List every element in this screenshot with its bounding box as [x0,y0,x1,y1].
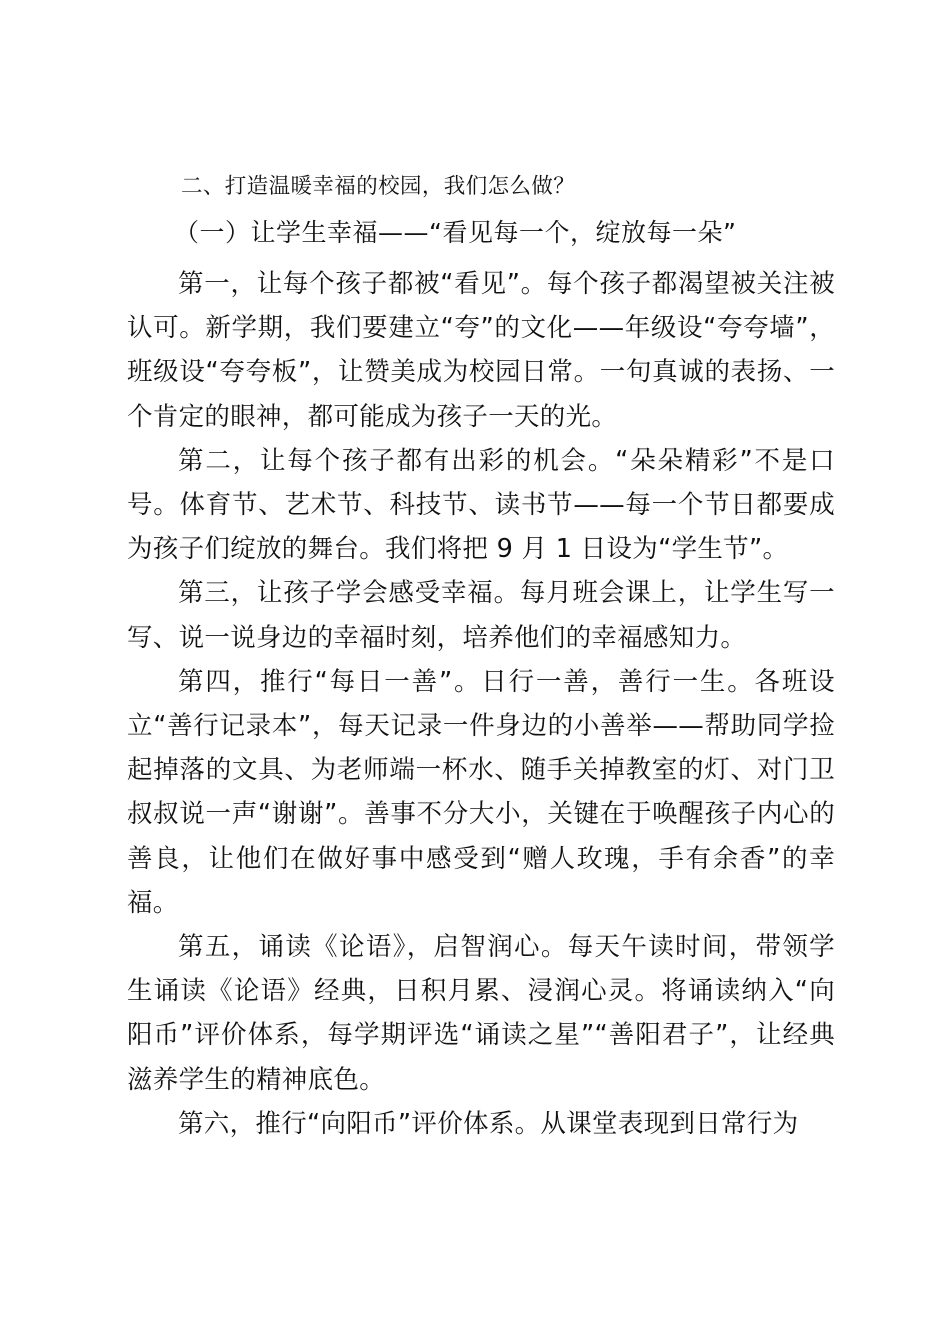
paragraph-2: 第二，让每个孩子都有出彩的机会。“朵朵精彩”不是口号。体育节、艺术节、科技节、读书节——每一个节日都要成为孩子们绽放的舞台。我们将把 9 月 1 日设为“学生节”。 [127,445,835,565]
paragraph-1: 第一，让每个孩子都被“看见”。每个孩子都渴望被关注被认可。新学期，我们要建立“夸”的文化——年级设“夸夸墙”，班级设“夸夸板”，让赞美成为校园日常。一句真诚的表扬、一个肯定的眼神，都可能成为孩子一天的光。 [127,269,835,432]
paragraph-6: 第六，推行“向阳币”评价体系。从课堂表现到日常行为 [178,1108,799,1139]
section-heading: 二、打造温暖幸福的校园，我们怎么做？ [181,174,576,199]
document-body [127,172,835,1146]
paragraph-4: 第四，推行“每日一善”。日行一善，善行一生。各班设立“善行记录本”，每天记录一件身边的小善举——帮助同学捡起掉落的文具、为老师端一杯水、随手关掉教室的灯、对门卫叔叔说一声“谢谢”。善事不分大小，关键在于唤醒孩子内心的善良，让他们在做好事中感受到“赠人玫瑰，手有余香”的幸福。 [127,666,835,918]
paragraph-5: 第五，诵读《论语》，启智润心。每天午读时间，带领学生诵读《论语》经典，日积月累、浸润心灵。将诵读纳入“向阳币”评价体系，每学期评选“诵读之星”“善阳君子”，让经典滋养学生的精神底色。 [127,932,835,1095]
subsection-heading: （一）让学生幸福——“看见每一个，绽放每一朵” [174,218,737,247]
paragraph-3: 第三，让孩子学会感受幸福。每月班会课上，让学生写一写、说一说身边的幸福时刻，培养他们的幸福感知力。 [127,578,835,653]
